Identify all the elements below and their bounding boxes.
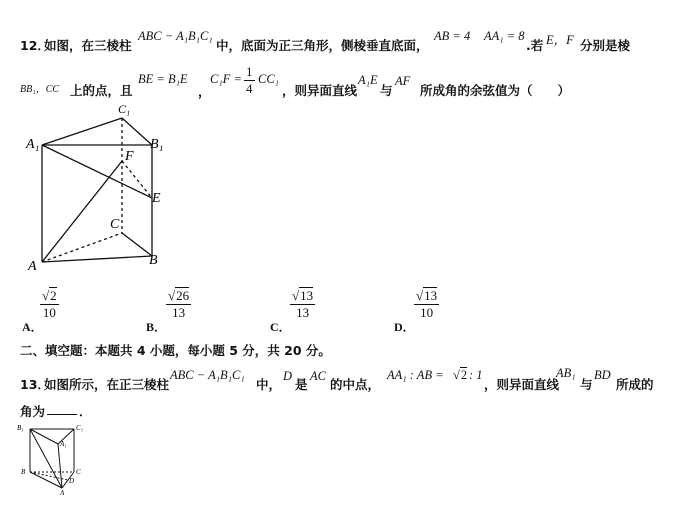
option-a-denominator: 10 xyxy=(40,304,59,321)
option-c-letter[interactable]: C． xyxy=(270,320,291,334)
option-a-numerator: √2 xyxy=(42,288,57,303)
fig1-label-f: F xyxy=(125,149,134,164)
q13-number: 13． xyxy=(20,377,50,392)
q13-ratio-sqrt: √2 xyxy=(453,368,468,382)
option-c-numerator: √13 xyxy=(292,288,314,303)
q12-text-2: 中，底面为正三角形，侧棱垂直底面， xyxy=(216,38,429,53)
fraction-denominator: 4 xyxy=(246,81,253,96)
q13-text-5: ，则异面直线 xyxy=(484,377,560,392)
option-a-fraction[interactable] xyxy=(40,288,59,321)
q12-ab-value: AB = 4 xyxy=(434,29,471,43)
fig2-label-a1: A₁ xyxy=(60,440,67,448)
q12-bb1-cc: BB₁，CC xyxy=(20,84,60,95)
fig1-label-e: E xyxy=(152,191,161,206)
q13-text-8: 角为 xyxy=(20,404,46,419)
option-b-denominator: 13 xyxy=(166,304,191,321)
q12-be-eq: BE = B₁E xyxy=(138,72,188,86)
fig2-label-b1: B₁ xyxy=(17,424,24,432)
fig1-label-c1: C₁ xyxy=(118,102,131,116)
q13-ratio-tail: : 1 xyxy=(469,368,483,382)
q13-bd: BD xyxy=(594,368,611,382)
q13-text-4: 的中点， xyxy=(330,377,381,392)
option-c-fraction[interactable] xyxy=(290,288,315,321)
q13-answer-blank[interactable] xyxy=(47,400,77,419)
q12-af: AF xyxy=(395,74,411,88)
fig2-label-c: C xyxy=(76,468,81,476)
fraction-numerator: 1 xyxy=(246,64,253,79)
q13-text-6: 与 xyxy=(580,377,593,392)
q13-d: D xyxy=(283,369,293,383)
q12-prism-figure xyxy=(22,98,172,274)
q13-text-3: 是 xyxy=(295,377,308,392)
option-a-letter[interactable]: A． xyxy=(22,320,43,334)
fig2-label-c1: C₁ xyxy=(76,424,84,432)
q12-text-8: 所成角的余弦值为（ ） xyxy=(420,83,571,98)
q13-ac: AC xyxy=(310,369,326,383)
q13-text-7: 所成的 xyxy=(616,377,654,392)
q12-text-3: .若 xyxy=(526,38,544,53)
q13-text-2: 中， xyxy=(256,377,282,392)
q13-prism-name: ABC − A₁B₁C₁ xyxy=(170,368,245,382)
fig1-label-b: B xyxy=(149,253,158,268)
q12-number: 12． xyxy=(20,38,50,53)
option-d-denominator: 10 xyxy=(414,304,439,321)
q12-aa1-value: AA₁ = 8 xyxy=(484,29,525,43)
q13-ab1: AB₁ xyxy=(556,366,576,380)
option-d-letter[interactable]: D． xyxy=(394,320,415,334)
q13-text-1: 如图所示，在正三棱柱 xyxy=(44,377,170,392)
q12-text-7: 与 xyxy=(380,83,393,98)
q12-c1f: C₁F = xyxy=(210,72,242,86)
q13-text-9: ． xyxy=(79,404,92,419)
option-b-fraction[interactable] xyxy=(166,288,191,321)
q12-prism-name: ABC − A₁B₁C₁ xyxy=(138,29,213,43)
option-c-denominator: 13 xyxy=(290,304,315,321)
fig1-label-a: A xyxy=(28,259,37,274)
q12-fraction-quarter xyxy=(244,64,255,97)
section-2-heading: 二、填空题：本题共 4 小题，每小题 5 分，共 20 分。 xyxy=(20,343,331,358)
q12-cc1: CC₁ xyxy=(258,72,280,86)
fig1-label-c: C xyxy=(110,217,120,232)
fig1-label-a1: A₁ xyxy=(26,137,40,152)
option-d-fraction[interactable] xyxy=(414,288,439,321)
q13-ratio: AA₁ : AB = xyxy=(387,368,444,382)
q12-comma: ， xyxy=(198,84,211,99)
q12-a1e: A₁E xyxy=(358,73,378,87)
q13-prism-figure xyxy=(14,420,94,496)
fig2-label-a: A xyxy=(60,489,65,496)
option-b-letter[interactable]: B． xyxy=(146,320,167,334)
option-d-numerator: √13 xyxy=(416,288,438,303)
q12-text-6: ，则异面直线 xyxy=(282,83,358,98)
option-b-numerator: √26 xyxy=(168,288,190,303)
q12-text-1: 如图，在三棱柱 xyxy=(44,38,132,53)
q12-text-4: 分别是棱 xyxy=(580,38,631,53)
fig2-label-d: D xyxy=(69,477,75,485)
fig1-label-b1: B₁ xyxy=(150,137,164,152)
q12-ef: E，F xyxy=(546,33,574,47)
fig2-label-b: B xyxy=(21,468,26,476)
q12-text-5: 上的点，且 xyxy=(70,83,133,98)
